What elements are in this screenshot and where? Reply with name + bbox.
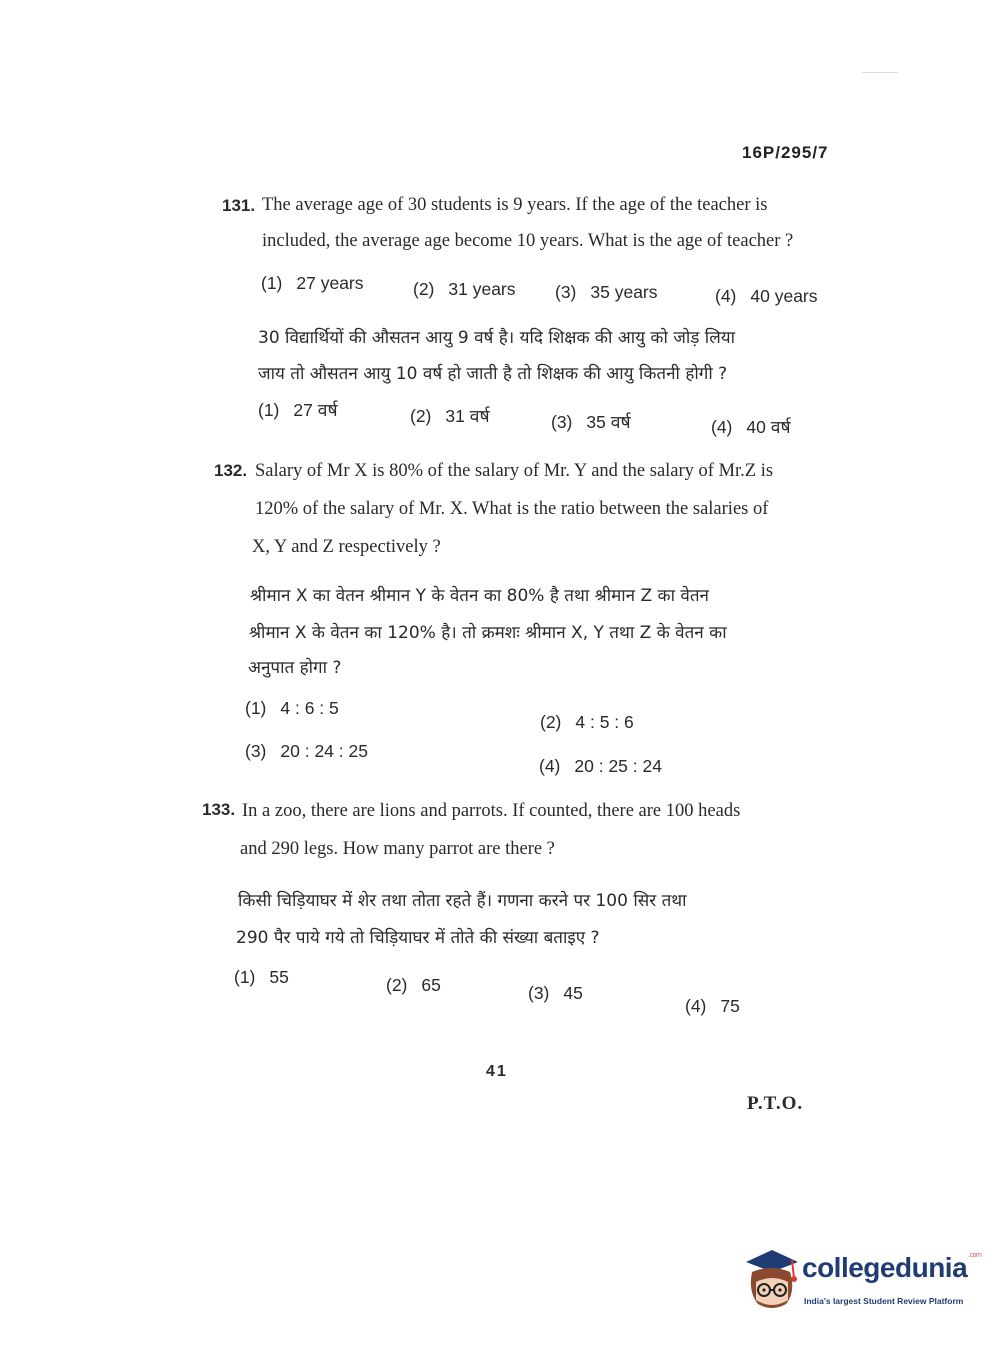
option: (3) 35 years: [555, 282, 658, 302]
option: (4) 40 years: [715, 286, 818, 306]
option: (4) 40 वर्ष: [711, 417, 791, 437]
option: (1) 27 years: [261, 273, 364, 293]
question-text-hi: 290 पैर पाये गये तो चिड़ियाघर में तोते की संख्या बताइए ?: [236, 928, 600, 948]
option: (3) 35 वर्ष: [551, 412, 631, 432]
question-text-hi: जाय तो औसतन आयु 10 वर्ष हो जाती है तो शिक्षक की आयु कितनी होगी ?: [258, 364, 728, 384]
question-text-hi: अनुपात होगा ?: [248, 658, 342, 678]
question-text-en: and 290 legs. How many parrot are there ?: [240, 839, 555, 859]
logo-wordmark: collegedunia$^{.com}$: [802, 1252, 982, 1283]
option: (1) 55: [234, 967, 289, 987]
option: (3) 45: [528, 983, 583, 1003]
question-text-en: The average age of 30 students is 9 years. If the age of the teacher is: [262, 195, 768, 215]
collegedunia-logo: [742, 1248, 982, 1318]
top-rule: [862, 72, 898, 73]
question-text-en: X, Y and Z respectively ?: [252, 537, 441, 557]
logo-tagline: India's largest Student Review Platform: [804, 1296, 964, 1306]
option: (3) 20 : 24 : 25: [245, 741, 368, 761]
pto-label: P.T.O.: [747, 1093, 804, 1114]
question-text-hi: 30 विद्यार्थियों की औसतन आयु 9 वर्ष है। यदि शिक्षक की आयु को जोड़ लिया: [258, 328, 736, 348]
option: (2) 31 वर्ष: [410, 406, 490, 426]
option: (2) 65: [386, 975, 441, 995]
question-text-hi: श्रीमान X का वेतन श्रीमान Y के वेतन का 80% है तथा श्रीमान Z का वेतन: [250, 586, 709, 606]
question-text-en: In a zoo, there are lions and parrots. If counted, there are 100 heads: [242, 801, 741, 821]
page-number: 41: [486, 1063, 508, 1080]
option: (1) 27 वर्ष: [258, 400, 338, 420]
question-text-hi: श्रीमान X के वेतन का 120% है। तो क्रमशः श्रीमान X, Y तथा Z के वेतन का: [249, 623, 727, 643]
option: (4) 20 : 25 : 24: [539, 756, 662, 776]
question-text-en: Salary of Mr X is 80% of the salary of Mr. Y and the salary of Mr.Z is: [255, 461, 774, 481]
option: (2) 4 : 5 : 6: [540, 712, 634, 732]
question-text-hi: किसी चिड़ियाघर में शेर तथा तोता रहते हैं। गणना करने पर 100 सिर तथा: [238, 891, 687, 911]
question-number: 131.: [222, 196, 256, 215]
option: (4) 75: [685, 996, 740, 1016]
page-code: 16P/295/7: [742, 143, 829, 162]
question-text-en: 120% of the salary of Mr. X. What is the ratio between the salaries of: [255, 499, 769, 519]
option: (1) 4 : 6 : 5: [245, 698, 339, 718]
mascot-icon: [742, 1248, 802, 1312]
question-number: 133.: [202, 800, 236, 819]
option: (2) 31 years: [413, 279, 516, 299]
question-text-en: included, the average age become 10 years. What is the age of teacher ?: [262, 231, 794, 251]
question-number: 132.: [214, 461, 248, 480]
